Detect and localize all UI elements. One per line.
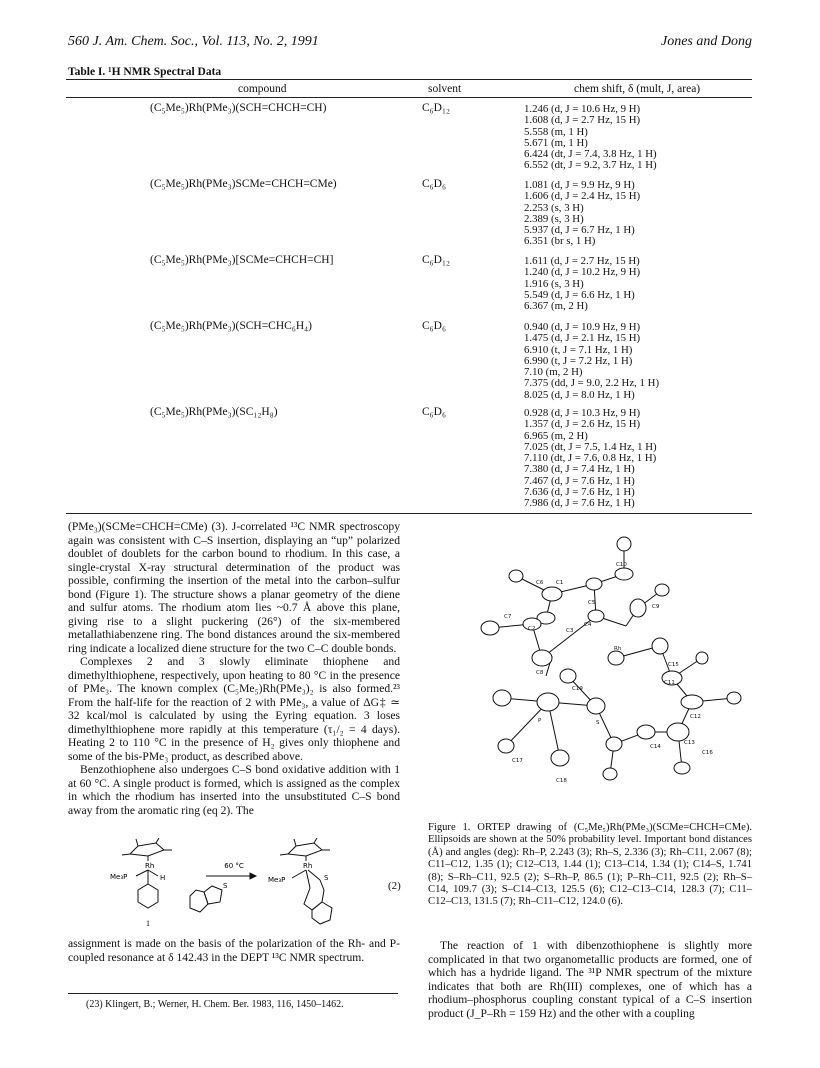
solvent: C₆D₁₂ <box>422 102 451 114</box>
atom-label: C10 <box>616 562 627 568</box>
chem-shift-list: 1.611 (d, J = 2.7 Hz, 15 H) 1.240 (d, J = 10.2 Hz, 9 H) 1.916 (s, 3 H) 5.549 (d, J = 6.6 Hz, 1 H) 6.367 (m, 2 H) <box>524 255 641 313</box>
atom-label: C9 <box>652 604 660 610</box>
atom-label: C5 <box>588 600 596 606</box>
table-top-rule <box>66 79 752 80</box>
table-header-rule <box>66 97 752 98</box>
chem-shift-list: 1.246 (d, J = 10.6 Hz, 9 H) 1.608 (d, J = 2.7 Hz, 15 H) 5.558 (m, 1 H) 5.671 (m, 1 H) 6.424 (dt, J = 7.4, 3.8 Hz, 1 H) 6.552 (dt, J = 9.2, 3.7 Hz, 1 H) <box>524 103 657 172</box>
running-header-left: 560 J. Am. Chem. Soc., Vol. 113, No. 2, 1991 <box>68 34 319 49</box>
footnote-rule <box>68 993 398 994</box>
reaction-scheme-eq2 <box>96 838 406 930</box>
solvent: C₆D₁₂ <box>422 254 451 266</box>
ortep-figure <box>456 526 752 818</box>
chem-shift-list: 1.081 (d, J = 9.9 Hz, 9 H) 1.606 (d, J = 2.4 Hz, 15 H) 2.253 (s, 3 H) 2.389 (s, 3 H) 5.937 (d, J = 6.7 Hz, 1 H) 6.351 (br s, 1 H) <box>524 179 641 248</box>
compound-name: (C₅Me₅)Rh(PMe₃)(SCH=CHC₆H₄) <box>150 320 312 332</box>
paragraph: assignment is made on the basis of the polarization of the Rh- and P-coupled resonance at δ 142.43 in the DEPT ¹³C NMR spectrum. <box>68 937 400 964</box>
compound-name: (C₅Me₅)Rh(PMe₃)[SCMe=CHCH=CH] <box>150 254 334 266</box>
compound-name: (C₅Me₅)Rh(PMe₃)(SC₁₂H₈) <box>150 406 278 418</box>
equation-number: (2) <box>388 880 401 892</box>
atom-label: C11 <box>664 680 675 686</box>
left-column-text <box>68 520 400 817</box>
compound-name: (C₅Me₅)Rh(PMe₃)SCMe=CHCH=CMe) <box>150 178 337 190</box>
atom-label: Rh <box>614 646 622 652</box>
paragraph: Complexes 2 and 3 slowly eliminate thiophene and dimethylthiophene, respectively, upon heating to 80 °C in the presence of PMe₃. The known complex (C₅Me₅)Rh(PMe₃)₂ is also formed.²³ From the half-life for the reaction of 2 with PMe₃, a value of ΔG‡ ≃ 32 kcal/mol is calculated by using the Eyring equation. 3 loses dimethylthiophene more rapidly at this temperature (τ₁/₂ = 4 days). Heating 2 to 110 °C in the presence of H₂ gives only thiophene and some of the bis-PMe₃ product, as described above. <box>68 655 400 763</box>
paragraph: Benzothiophene also undergoes C–S bond oxidative addition with 1 at 60 °C. A single product is formed, which is assigned as the complex in which the rhodium has inserted into the unsubstituted C–S bond away from the aromatic ring (eq 2). The <box>68 763 400 817</box>
compound-number: 1 <box>146 919 150 928</box>
table-header-solvent: solvent <box>428 83 462 95</box>
atom-label: C6 <box>536 580 544 586</box>
pme3-label: Me₃P <box>268 876 286 884</box>
solvent: C₆D₆ <box>422 320 446 332</box>
paragraph: (PMe₃)(SCMe=CHCH=CMe) (3). J-correlated ¹³C NMR spectroscopy again was consistent with C–S insertion, displaying an “up” polarized doublet of doublets for the carbon bound to rhodium. In this case, a single-crystal X-ray structural determination of the product was possible, confirming the insertion of the metal into the carbon–sulfur bond (Figure 1). The structure shows a planar geometry of the diene and sulfur atoms. The rhodium atom lies ~0.7 Å above this plane, giving rise to a slight puckering (26°) of the six-membered metallathiabenzene ring. The bond distances around the six-membered ring indicate a localized diene structure for the two C–C double bonds. <box>68 520 400 655</box>
footnote: (23) Klingert, B.; Werner, H. Chem. Ber. 1983, 116, 1450–1462. <box>86 999 344 1010</box>
atom-label: C8 <box>536 670 544 676</box>
atom-label: C12 <box>690 714 701 720</box>
table-bottom-rule <box>66 513 752 514</box>
rh-label: Rh <box>145 862 155 870</box>
atom-label: C14 <box>650 744 661 750</box>
condition-label: 60 °C <box>224 862 244 870</box>
atom-label: C7 <box>504 614 512 620</box>
compound-name: (C₅Me₅)Rh(PMe₃)(SCH=CHCH=CH) <box>150 102 327 114</box>
atom-label: C3 <box>566 628 574 634</box>
paragraph: The reaction of 1 with dibenzothiophene is slightly more complicated in that two organometallic products are formed, one of which has a hydride ligand. The ³¹P NMR spectrum of the mixture indicates that both are Rh(III) complexes, one of which has a rhodium–phosphorus coupling constant typical of a C–S insertion product (J_P–Rh = 159 Hz) and the other with a coupling <box>428 939 752 1020</box>
solvent: C₆D₆ <box>422 406 446 418</box>
rh-label: Rh <box>303 862 313 870</box>
chem-shift-list: 0.940 (d, J = 10.9 Hz, 9 H) 1.475 (d, J = 2.1 Hz, 15 H) 6.910 (t, J = 7.1 Hz, 1 H) 6.990 (t, J = 7.2 Hz, 1 H) 7.10 (m, 2 H) 7.375 (dd, J = 9.0, 2.2 Hz, 1 H) 8.025 (d, J = 8.0 Hz, 1 H) <box>524 321 660 401</box>
atom-label: C1 <box>556 580 564 586</box>
table-header-shift: chem shift, δ (mult, J, area) <box>574 83 701 95</box>
sulfur-label: S <box>324 874 329 882</box>
hydride-label: H <box>160 874 166 882</box>
running-header-right: Jones and Dong <box>661 34 752 49</box>
chem-shift-list: 0.928 (d, J = 10.3 Hz, 9 H) 1.357 (d, J = 2.6 Hz, 15 H) 6.965 (m, 2 H) 7.025 (dt, J = 7.5, 1.4 Hz, 1 H) 7.110 (dt, J = 7.6, 0.8 Hz, 1 H) 7.380 (d, J = 7.4 Hz, 1 H) 7.467 (d, J = 7.6 Hz, 1 H) 7.636 (d, J = 7.6 Hz, 1 H) 7.986 (d, J = 7.6 Hz, 1 H) <box>524 407 657 510</box>
atom-label: C15 <box>668 662 679 668</box>
atom-label: C4 <box>584 622 592 628</box>
pme3-label: Me₃P <box>110 873 128 881</box>
atom-label: C2 <box>528 626 536 632</box>
sulfur-label: S <box>223 882 228 890</box>
atom-label: C19 <box>572 686 583 692</box>
figure-caption: Figure 1. ORTEP drawing of (C₅Me₅)Rh(PMe₃)(SCMe=CHCH=CMe). Ellipsoids are shown at the 50% probability level. Important bond distances (Å) and angles (deg): Rh–P, 2.243 (3); Rh–S, 2.336 (3); Rh–C11, 2.067 (8); C11–C12, 1.35 (1); C12–C13, 1.44 (1); C13–C14, 1.34 (1); C14–S, 1.741 (8); S–Rh–C11, 92.5 (2); S–Rh–P, 86.5 (1); P–Rh–C11, 92.5 (2); Rh–S–C14, 109.7 (3); S–C14–C13, 125.5 (6); C12–C13–C14, 128.3 (7); C11–C12–C13, 131.5 (7); Rh–C11–C12, 124.0 (6). <box>428 822 752 908</box>
right-column-text <box>428 939 752 1020</box>
atom-label: S <box>596 720 600 726</box>
atom-label: C17 <box>512 758 523 764</box>
left-column-text-2 <box>68 937 400 964</box>
atom-label: C18 <box>556 778 567 784</box>
atom-label: C13 <box>684 740 695 746</box>
table-title: Table I. ¹H NMR Spectral Data <box>68 66 222 78</box>
atom-label: P <box>538 718 542 724</box>
solvent: C₆D₆ <box>422 178 446 190</box>
table-header-compound: compound <box>238 83 287 95</box>
atom-label: C16 <box>702 750 713 756</box>
